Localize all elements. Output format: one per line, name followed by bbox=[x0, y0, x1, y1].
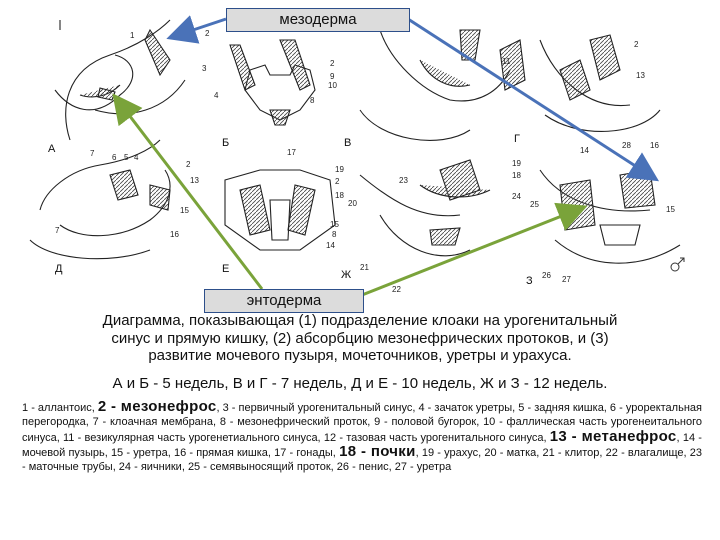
num-label: 15 bbox=[330, 220, 339, 229]
num-label: 3 bbox=[202, 64, 207, 73]
panel-e bbox=[30, 140, 170, 259]
num-label: 9 bbox=[330, 72, 335, 81]
num-label: 14 bbox=[580, 146, 589, 155]
num-label: 26 bbox=[542, 271, 551, 280]
num-label: 6 bbox=[112, 153, 117, 162]
letter-g: Г bbox=[514, 133, 520, 145]
num-label: 13 bbox=[636, 71, 645, 80]
num-label: 23 bbox=[399, 176, 408, 185]
num-label: 28 bbox=[622, 141, 631, 150]
panel-a bbox=[55, 20, 185, 140]
num-label: 27 bbox=[562, 275, 571, 284]
num-label: 2 bbox=[330, 59, 335, 68]
panel-f bbox=[225, 170, 335, 250]
legend-text: 1 - аллантоис, bbox=[22, 402, 98, 414]
caption-line-3: развитие мочевого пузыря, мочеточников, уретры и урахуса. bbox=[148, 347, 572, 364]
num-label: 8 bbox=[332, 230, 337, 239]
num-label: 4 bbox=[134, 153, 139, 162]
num-label: 15 bbox=[666, 205, 675, 214]
legend-highlight-metanephros: 13 - метанефрос bbox=[549, 427, 677, 445]
panel-c bbox=[360, 30, 525, 140]
num-label: 10 bbox=[328, 81, 337, 90]
num-label: 1 bbox=[130, 31, 135, 40]
letter-z: З bbox=[526, 275, 533, 287]
age-caption: А и Б - 5 недель, В и Г - 7 недель, Д и Е - 10 недель, Ж и З - 12 недель. bbox=[112, 375, 608, 392]
legend-highlight-kidneys: 18 - почки bbox=[339, 442, 416, 460]
num-label: 20 bbox=[348, 199, 357, 208]
mesoderm-label: мезодерма bbox=[226, 8, 410, 32]
num-label: 11 bbox=[502, 57, 511, 66]
num-label: 16 bbox=[650, 141, 659, 150]
num-label: 17 bbox=[287, 148, 296, 157]
letter-d: Д bbox=[55, 263, 63, 275]
num-label: 18 bbox=[335, 191, 344, 200]
male-symbol-icon bbox=[671, 258, 684, 271]
letter-a: А bbox=[48, 143, 56, 155]
num-label: 8 bbox=[310, 96, 315, 105]
num-label: 7 bbox=[55, 226, 60, 235]
letter-e: Е bbox=[222, 263, 230, 275]
legend-text: , 19 - урахус, 20 - матка, 21 - клитор, 22 - влагалище, 23 - маточные трубы, 24 - яичники, 25 - семявыносящий проток, 26 - пенис, 27 - уретра bbox=[22, 446, 703, 474]
letter-zh: Ж bbox=[341, 269, 352, 281]
legend-highlight-mesonephros: 2 - мезонефрос bbox=[97, 398, 217, 415]
legend-text: , 14 - мочевой пузырь, 15 - уретра, 16 - прямая кишка, 17 - гонады, bbox=[22, 431, 702, 459]
num-label: 19 bbox=[335, 165, 344, 174]
num-label: 5 bbox=[124, 153, 129, 162]
num-label: 19 bbox=[512, 159, 521, 168]
panel-g bbox=[360, 160, 490, 256]
num-label: 24 bbox=[512, 192, 521, 201]
num-label: 21 bbox=[360, 263, 369, 272]
num-label: 2 bbox=[335, 177, 340, 186]
num-label: 4 bbox=[214, 91, 219, 100]
num-label: 2 bbox=[205, 29, 210, 38]
num-label: 2 bbox=[634, 40, 639, 49]
legend bbox=[22, 400, 702, 474]
num-label: 18 bbox=[512, 171, 521, 180]
caption bbox=[20, 312, 700, 365]
caption-line-1: Диаграмма, показывающая (1) подразделение клоаки на урогенитальный bbox=[102, 312, 618, 329]
num-label: 13 bbox=[190, 176, 199, 185]
num-label: 15 bbox=[180, 206, 189, 215]
letter-b: Б bbox=[222, 137, 230, 149]
num-label: 16 bbox=[170, 230, 179, 239]
num-label: 22 bbox=[392, 285, 401, 294]
caption-line-2: синус и прямую кишку, (2) абсорбцию мезонефрических протоков, и (3) bbox=[111, 329, 609, 347]
num-label: 7 bbox=[90, 149, 95, 158]
letter-v: В bbox=[344, 137, 352, 149]
num-label: 25 bbox=[530, 200, 539, 209]
num-label: 2 bbox=[186, 160, 191, 169]
endoderm-label: энтодерма bbox=[204, 289, 364, 313]
panel-b bbox=[230, 40, 315, 125]
num-label: 14 bbox=[326, 241, 335, 250]
legend-text: , 3 - первичный урогенитальный синус, 4 - зачаток уретры, 5 - задняя кишка, 6 - уроректальная перегородка, 7 - клоачная мембрана, 8 - мезонефрический проток, 9 - половой бугорок, 10 - фаллическая часть урогенеитального синуса, 11 - везикулярная часть урогенетиального синуса, 12 - тазовая часть урогенитального синуса, bbox=[22, 402, 702, 444]
